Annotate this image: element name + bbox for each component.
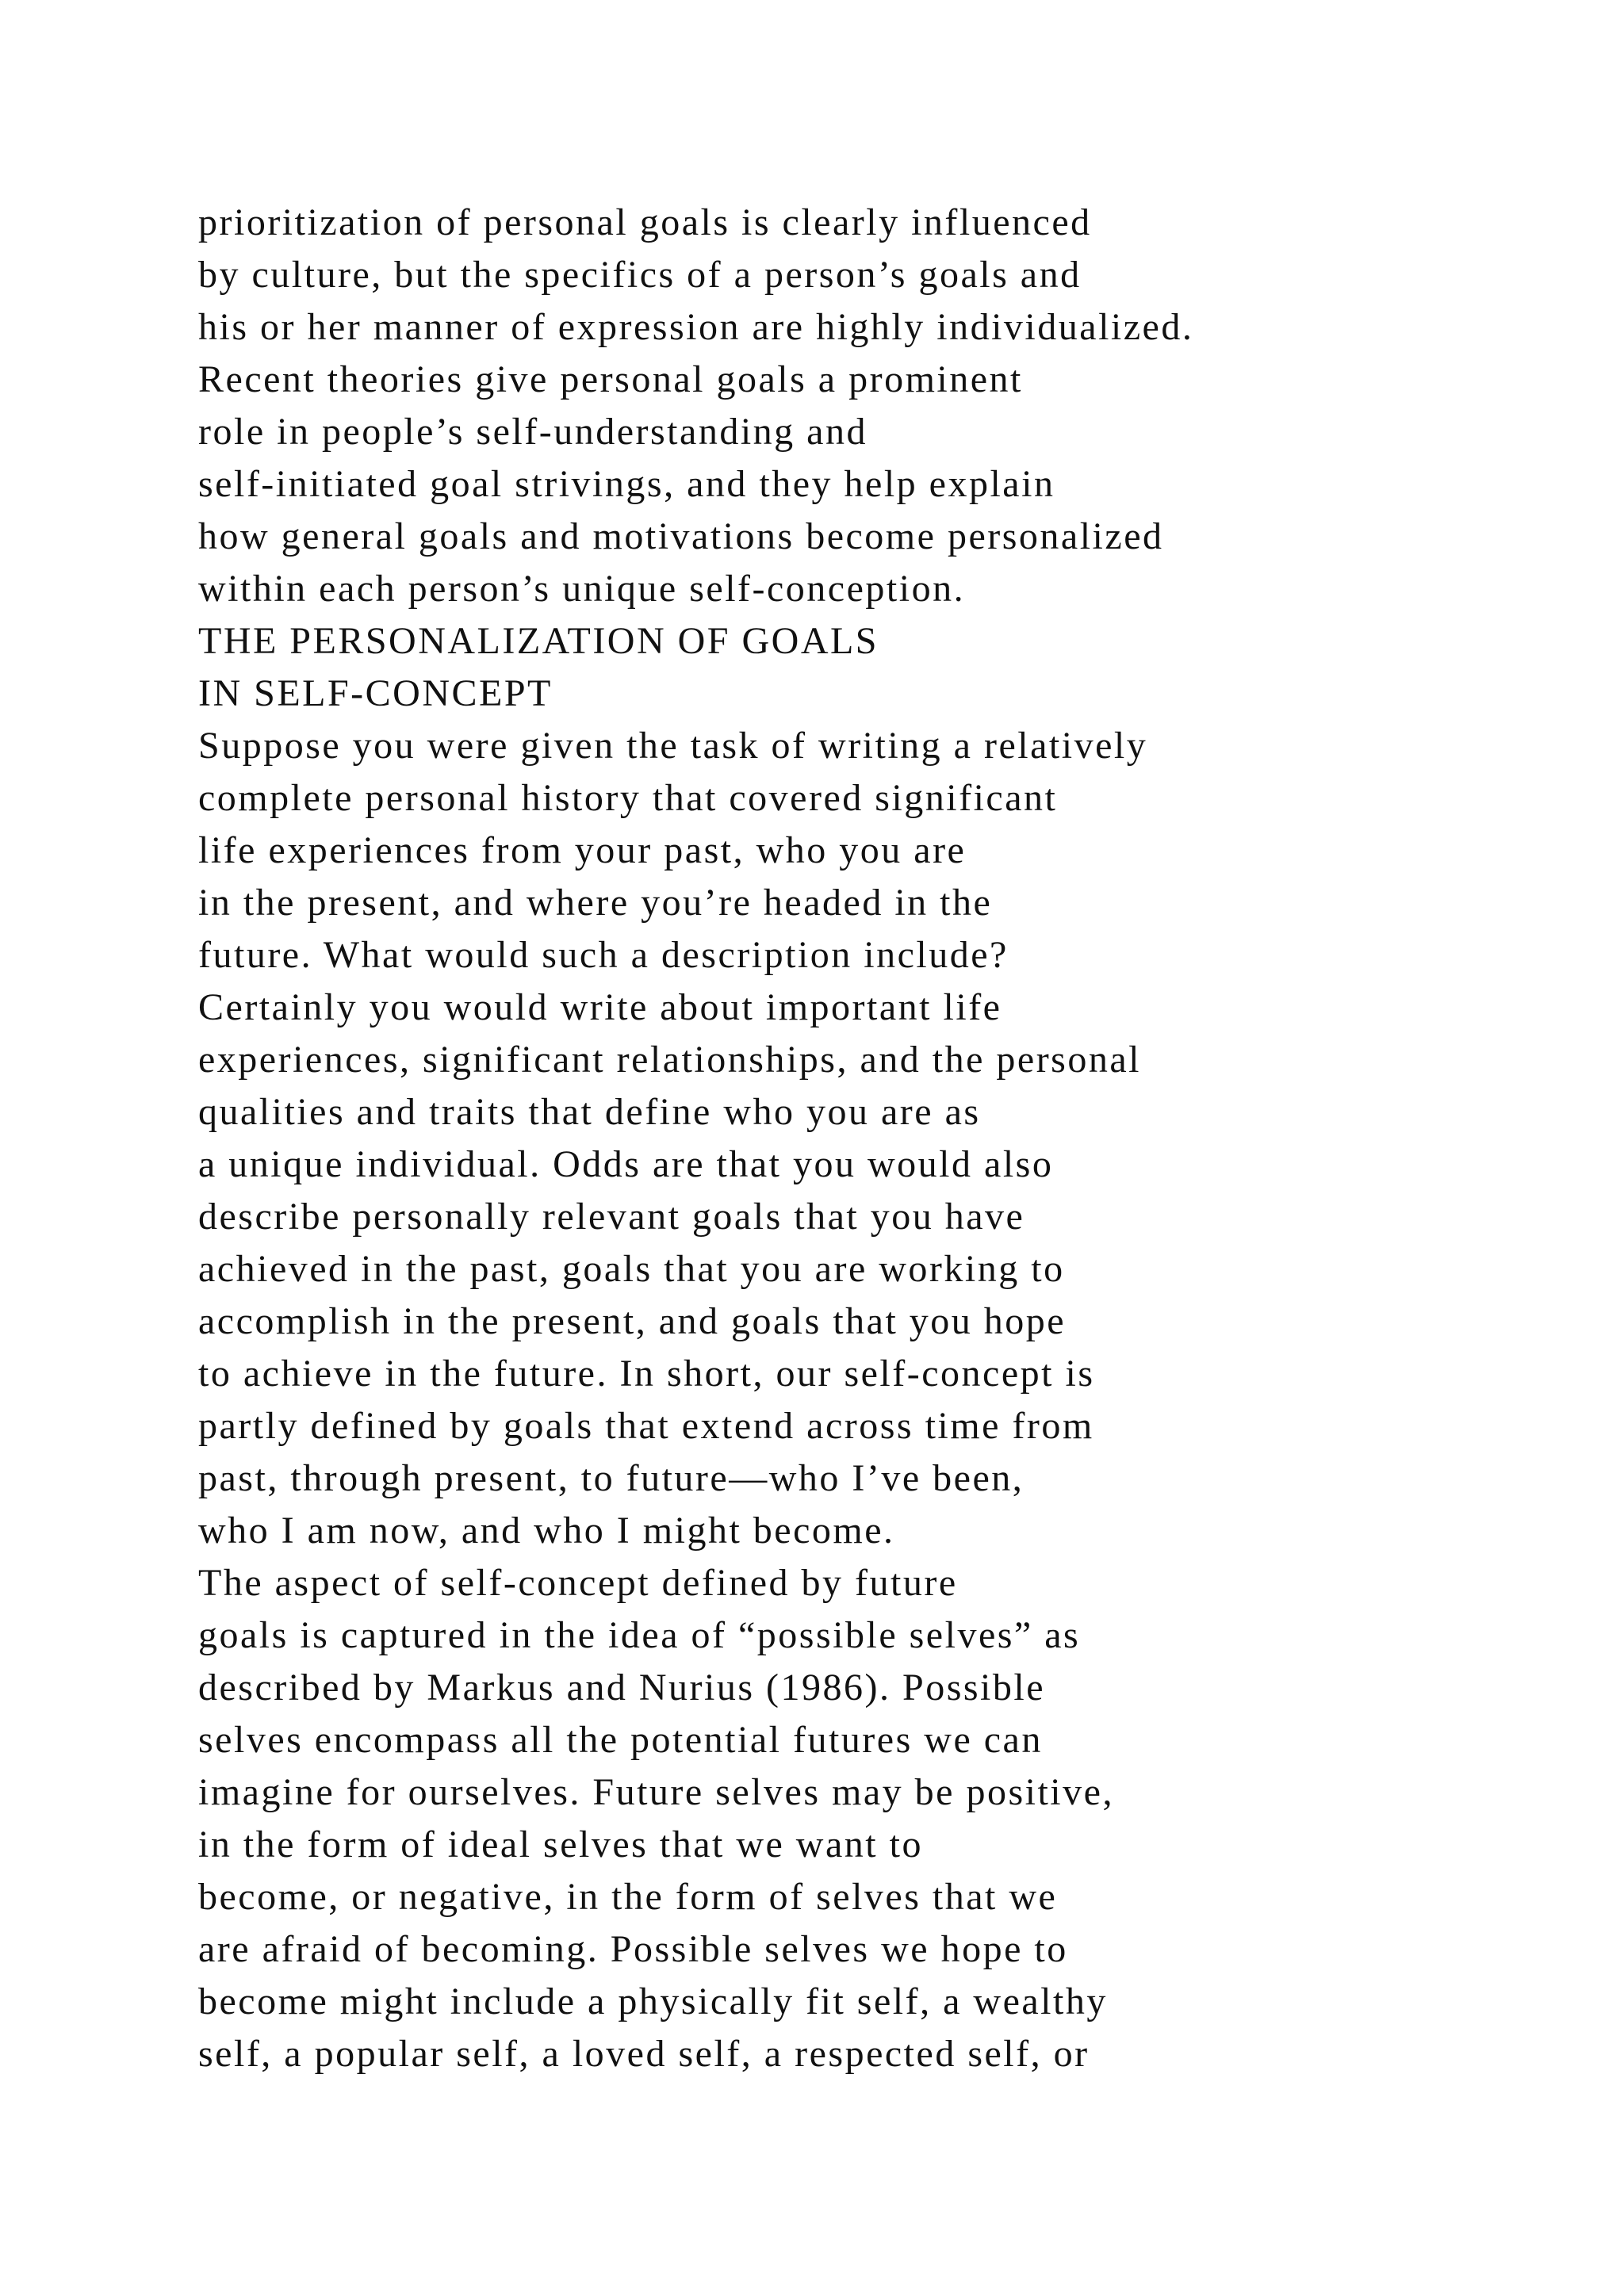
text-line: within each person’s unique self-conception. — [198, 568, 966, 610]
text-line: how general goals and motivations become personalized — [198, 515, 1164, 557]
text-line: in the form of ideal selves that we want to — [198, 1823, 923, 1866]
text-line: future. What would such a description include? — [198, 934, 1009, 976]
text-line: life experiences from your past, who you are — [198, 829, 967, 871]
text-line: in the present, and where you’re headed in the — [198, 882, 993, 924]
section-heading-line: THE PERSONALIZATION OF GOALS — [198, 620, 879, 662]
text-line: a unique individual. Odds are that you would also — [198, 1143, 1054, 1185]
text-line: become, or negative, in the form of selves that we — [198, 1876, 1058, 1918]
section-heading-line: IN SELF-CONCEPT — [198, 672, 553, 714]
text-line: Recent theories give personal goals a prominent — [198, 358, 1023, 400]
text-line: by culture, but the specifics of a person’s goals and — [198, 254, 1082, 296]
text-line: are afraid of becoming. Possible selves we hope to — [198, 1928, 1068, 1970]
text-line: describe personally relevant goals that you have — [198, 1196, 1025, 1238]
text-line: accomplish in the present, and goals that you hope — [198, 1300, 1067, 1342]
text-line: partly defined by goals that extend across time from — [198, 1405, 1094, 1447]
text-line: role in people’s self-understanding and — [198, 411, 868, 453]
text-line: past, through present, to future—who I’ve been, — [198, 1457, 1025, 1499]
text-line: imagine for ourselves. Future selves may be positive, — [198, 1771, 1114, 1813]
text-line: qualities and traits that define who you are as — [198, 1091, 981, 1133]
text-line: Certainly you would write about important life — [198, 986, 1002, 1028]
text-line: goals is captured in the idea of “possible selves” as — [198, 1614, 1081, 1656]
text-line: who I am now, and who I might become. — [198, 1510, 895, 1552]
text-line: become might include a physically fit self, a wealthy — [198, 1980, 1108, 2022]
text-line: self, a popular self, a loved self, a respected self, or — [198, 2033, 1090, 2075]
text-line: experiences, significant relationships, and the personal — [198, 1039, 1141, 1081]
text-line: described by Markus and Nurius (1986). Possible — [198, 1667, 1046, 1709]
text-line: selves encompass all the potential futures we can — [198, 1719, 1043, 1761]
text-line: Suppose you were given the task of writing a relatively — [198, 725, 1148, 767]
text-line: to achieve in the future. In short, our self-concept is — [198, 1353, 1095, 1395]
text-line: complete personal history that covered significant — [198, 777, 1058, 819]
text-line: prioritization of personal goals is clearly influenced — [198, 201, 1092, 243]
text-line: The aspect of self-concept defined by future — [198, 1562, 958, 1604]
body-text — [198, 197, 1594, 2080]
text-line: self-initiated goal strivings, and they help explain — [198, 463, 1055, 505]
text-line: achieved in the past, goals that you are working to — [198, 1248, 1065, 1290]
text-line: his or her manner of expression are highly individualized. — [198, 306, 1194, 348]
